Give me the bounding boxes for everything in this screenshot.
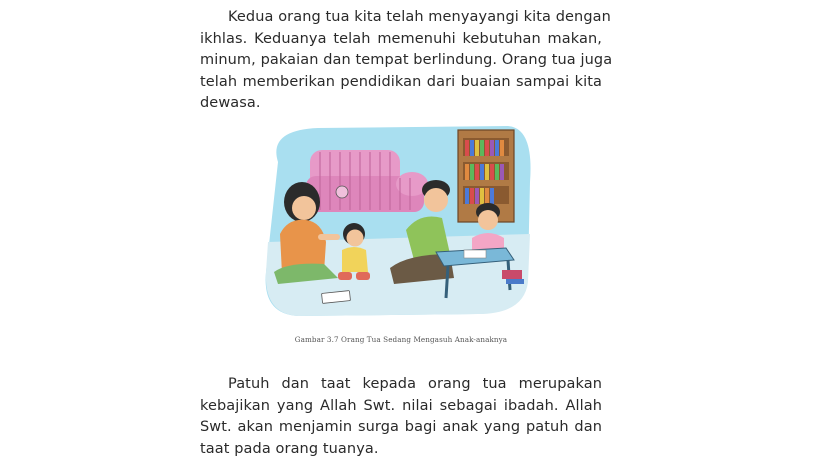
paragraph-line: kebajikan yang Allah Swt. nilai sebagai ibadah. Allah — [200, 397, 602, 414]
paragraph-line: ikhlas. Keduanya telah memenuhi kebutuhan makan, — [200, 30, 602, 47]
paragraph-line: telah memberikan pendidikan dari buaian sampai kita — [200, 73, 602, 90]
paragraph-line: taat pada orang tuanya. — [200, 440, 379, 457]
paragraph-line: minum, pakaian dan tempat berlindung. Orang tua juga — [200, 52, 613, 68]
family-illustration — [258, 122, 536, 318]
paragraph-line: Patuh dan taat kepada orang tua merupakan — [228, 376, 602, 392]
paragraph-line: Swt. akan menjamin surga bagi anak yang patuh dan — [200, 419, 602, 435]
paragraph-line: Kedua orang tua kita telah menyayangi kita dengan — [228, 9, 611, 25]
figure-caption: Gambar 3.7 Orang Tua Sedang Mengasuh Anak-anaknya — [294, 335, 508, 344]
paragraph-obedience — [200, 374, 602, 460]
paragraph-parents-love — [200, 7, 613, 115]
paragraph-line: dewasa. — [200, 95, 261, 111]
